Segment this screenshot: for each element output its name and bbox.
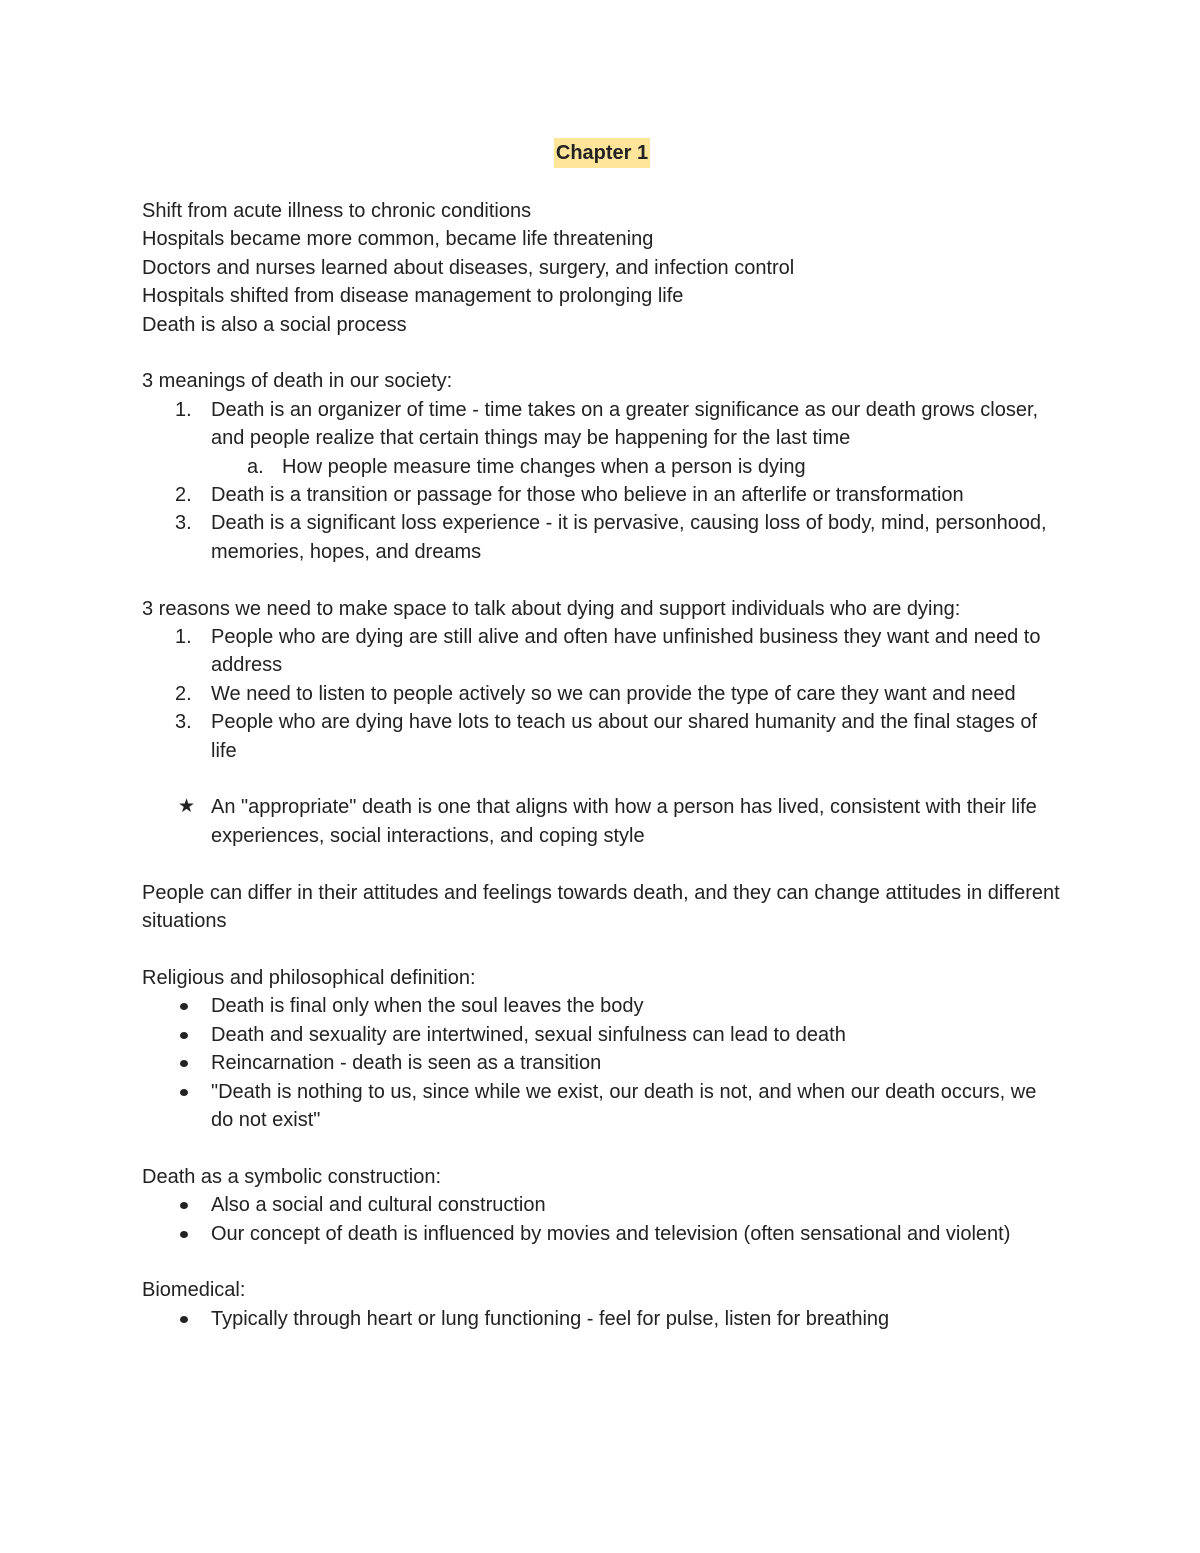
list-number: 3. xyxy=(175,512,192,535)
numbered-item xyxy=(142,481,1062,509)
section-heading: Religious and philosophical definition: xyxy=(142,966,476,989)
bullet-icon xyxy=(180,1003,188,1010)
list-item-text: Death and sexuality are intertwined, sexual sinfulness can lead to death xyxy=(211,1023,846,1046)
list-item-text: Death is final only when the soul leaves the body xyxy=(211,995,644,1018)
numbered-item xyxy=(142,680,1062,708)
document-page xyxy=(142,138,1062,1333)
intro-line: Hospitals shifted from disease management to prolonging life xyxy=(142,285,684,308)
list-item-text: Death is an organizer of time - time takes on a greater significance as our death grows closer, and people realize that certain things may be happening for the last time xyxy=(211,398,1039,450)
intro-line: Shift from acute illness to chronic conditions xyxy=(142,200,532,222)
numbered-item xyxy=(142,623,1062,680)
bullet-item xyxy=(142,1021,1062,1049)
list-item-text: We need to listen to people actively so we can provide the type of care they want and need xyxy=(211,682,1016,705)
list-item-text: Also a social and cultural construction xyxy=(211,1194,546,1217)
intro-line: Doctors and nurses learned about diseases, surgery, and infection control xyxy=(142,256,795,279)
reasons-section xyxy=(142,595,1062,765)
bullet-icon xyxy=(180,1089,188,1096)
list-item-text: People who are dying have lots to teach us about our shared humanity and the final stages of life xyxy=(211,711,1038,762)
list-number: 1. xyxy=(175,398,192,421)
list-number: 2. xyxy=(175,682,192,705)
numbered-item xyxy=(142,509,1062,566)
bullet-icon xyxy=(180,1316,188,1323)
section-heading: Death as a symbolic construction: xyxy=(142,1165,442,1188)
numbered-item xyxy=(142,708,1062,765)
list-number: 2. xyxy=(175,484,192,507)
biomedical-section xyxy=(142,1276,1062,1333)
bullet-icon xyxy=(180,1060,188,1067)
bullet-item xyxy=(142,1078,1062,1135)
list-number: 1. xyxy=(175,626,192,649)
lettered-subitem xyxy=(142,453,1062,481)
intro-section xyxy=(142,197,1062,339)
bullet-item xyxy=(142,992,1062,1020)
bullet-icon xyxy=(180,1032,188,1039)
section-heading: 3 meanings of death in our society: xyxy=(142,370,453,393)
list-item-text: Our concept of death is influenced by movies and television (often sensational and violent) xyxy=(211,1222,1011,1245)
section-heading: Biomedical: xyxy=(142,1279,246,1302)
list-letter: a. xyxy=(247,455,264,478)
bullet-item xyxy=(142,1191,1062,1219)
meanings-section xyxy=(142,367,1062,566)
star-note-text: An "appropriate" death is one that aligns with how a person has lived, consistent with their life experiences, social interactions, and coping style xyxy=(211,796,1037,847)
bullet-item xyxy=(142,1220,1062,1248)
list-item-text: Typically through heart or lung functioning - feel for pulse, listen for breathing xyxy=(211,1307,890,1330)
religious-section xyxy=(142,964,1062,1134)
bullet-item xyxy=(142,1305,1062,1333)
numbered-item xyxy=(142,396,1062,453)
bullet-item xyxy=(142,1049,1062,1077)
attitudes-paragraph: People can differ in their attitudes and feelings towards death, and they can change attitudes in different situations xyxy=(142,881,1060,933)
star-icon: ★ xyxy=(178,796,196,818)
bullet-icon xyxy=(180,1231,188,1238)
list-item-text: How people measure time changes when a person is dying xyxy=(282,455,806,478)
intro-line: Hospitals became more common, became life threatening xyxy=(142,228,654,251)
symbolic-section xyxy=(142,1163,1062,1248)
intro-line: Death is also a social process xyxy=(142,313,407,336)
title-row xyxy=(142,138,1062,168)
chapter-title: Chapter 1 xyxy=(554,138,650,168)
bullet-icon xyxy=(180,1202,188,1209)
star-note xyxy=(142,793,1062,850)
list-item-text: Death is a transition or passage for those who believe in an afterlife or transformation xyxy=(211,484,964,507)
list-item-text: Reincarnation - death is seen as a transition xyxy=(211,1052,602,1075)
list-item-text: People who are dying are still alive and often have unfinished business they want and need to address xyxy=(211,626,1041,677)
list-item-text: "Death is nothing to us, since while we exist, our death is not, and when our death occurs, we do not exist" xyxy=(211,1080,1037,1131)
list-number: 3. xyxy=(175,711,192,734)
section-heading: 3 reasons we need to make space to talk about dying and support individuals who are dying: xyxy=(142,597,961,620)
list-item-text: Death is a significant loss experience - it is pervasive, causing loss of body, mind, personhood, memories, hopes, and dreams xyxy=(211,512,1047,563)
